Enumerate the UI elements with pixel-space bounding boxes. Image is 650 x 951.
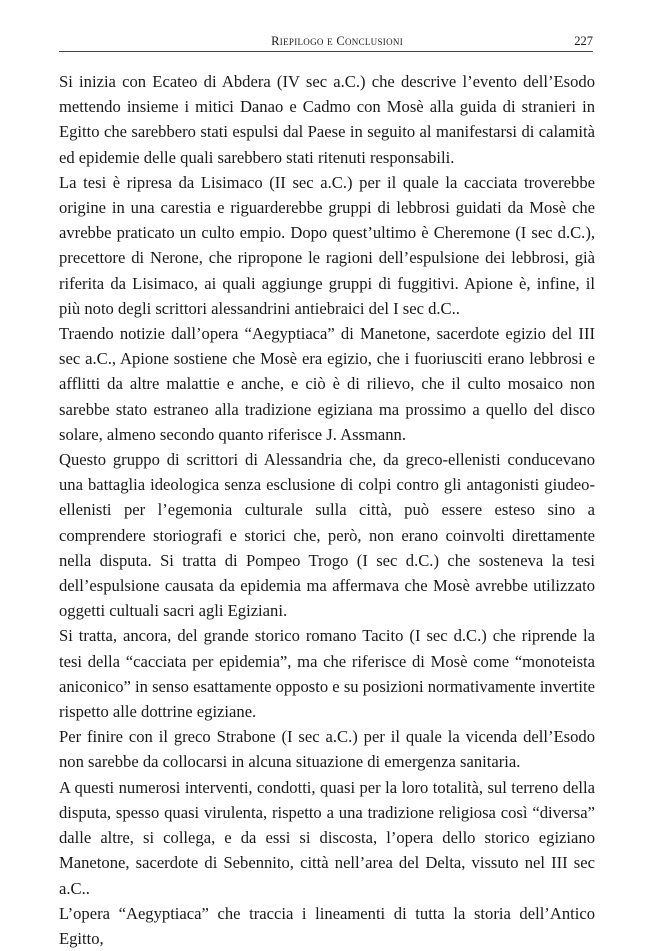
paragraph-2: La tesi è ripresa da Lisimaco (II sec a.C.) per il quale la cacciata troverebbe origine in una carestia e riguarderebbe gruppi di lebbrosi guidati da Mosè che avrebbe praticato un culto empio. Dopo quest’ultimo è Cheremone (I sec d.C.), precettore di Nerone, che ripropone le ragioni dell’espulsione dei lebbrosi, già riferita da Lisimaco, ai quali aggiunge gruppi di fuggitivi. Apione è, infine, il più noto degli scrittori alessandrini antiebraici del I sec d.C.. — [59, 172, 595, 318]
body-text — [59, 69, 595, 951]
paragraph-5: Si tratta, ancora, del grande storico romano Tacito (I sec d.C.) che riprende la tesi della “cacciata per epidemia”, ma che riferisce di Mosè come “monoteista aniconico” in senso esattamente opposto e su posizioni normativamente invertite rispetto alle dottrine egiziane. — [59, 626, 595, 722]
paragraph-4: Questo gruppo di scrittori di Alessandria che, da greco-ellenisti conducevano una battaglia ideologica senza esclusione di colpi contro gli antagonisti giudeo-ellenisti per l’egemonia culturale sulla città, può essere esteso sino a comprendere storiografi e storici che, però, non erano coinvolti direttamente nella disputa. Si tratta di Pompeo Trogo (I sec d.C.) che sosteneva la tesi dell’espulsione causata da epidemia ma affermava che Mosè avrebbe utilizzato oggetti cultuali sacri agli Egiziani. — [59, 450, 595, 621]
paragraph-8: L’opera “Aegyptiaca” che traccia i lineamenti di tutta la storia dell’Antico Egitto, — [59, 903, 595, 948]
paragraph-3: Traendo notizie dall’opera “Aegyptiaca” di Manetone, sacerdote egizio del III sec a.C., Apione sostiene che Mosè era egizio, che i fuoriusciti erano lebbrosi e afflitti da altre malattie e anche, e ciò è di rilievo, che il culto mosaico non sarebbe stato estraneo alla tradizione egiziana ma prossimo a quello del disco solare, almeno secondo quanto riferisce J. Assmann. — [59, 324, 595, 444]
running-title: Riepilogo e Conclusioni — [271, 34, 403, 48]
page-number: 227 — [574, 34, 593, 48]
paragraph-7: A questi numerosi interventi, condotti, quasi per la loro totalità, sul terreno della disputa, spesso quasi virulenta, rispetto a una tradizione religiosa così “diversa” dalle altre, si collega, e da essi si discosta, l’opera dello storico egiziano Manetone, sacerdote di Sebennito, città nell’area del Delta, vissuto nel III sec a.C.. — [59, 777, 595, 898]
paragraph-6: Per finire con il greco Strabone (I sec a.C.) per il quale la vicenda dell’Esodo non sarebbe da collocarsi in alcuna situazione di emergenza sanitaria. — [59, 727, 595, 772]
paragraph-1: Si inizia con Ecateo di Abdera (IV sec a.C.) che descrive l’evento dell’Esodo mettendo insieme i mitici Danao e Cadmo con Mosè alla guida di stranieri in Egitto che sarebbero stati espulsi dal Paese in seguito al manifestarsi di calamità ed epidemie delle quali sarebbero stati ritenuti responsabili. — [59, 72, 595, 167]
running-header — [59, 33, 593, 52]
